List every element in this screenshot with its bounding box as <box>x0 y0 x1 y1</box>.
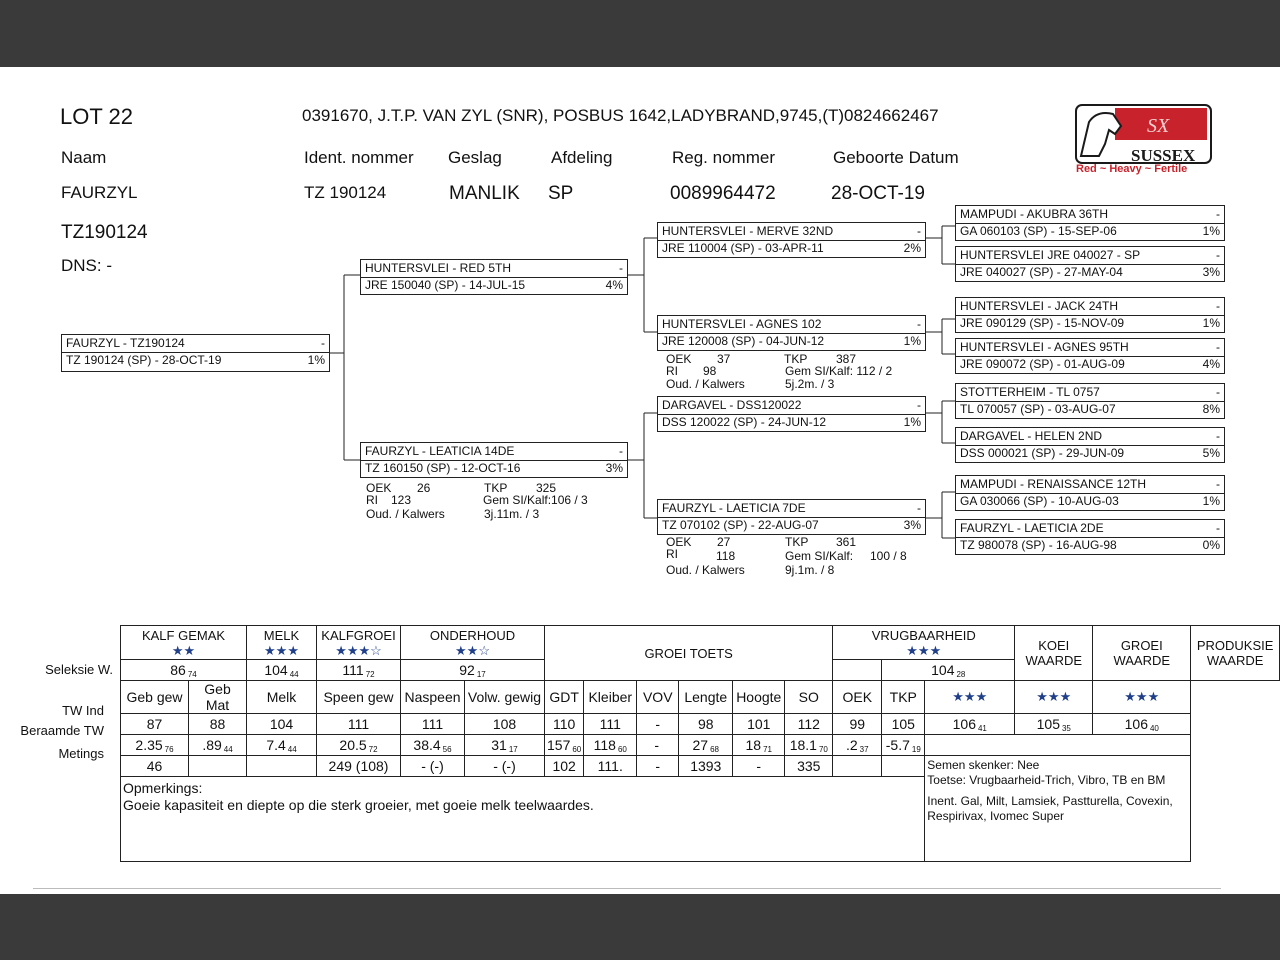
flag: - <box>917 398 921 412</box>
percentage: 2% <box>903 241 921 255</box>
animal-name: FAURZYL - LAETICIA 2DE <box>960 521 1104 535</box>
groei-waarde-header <box>1093 626 1191 681</box>
animal-reg: GA 030066 (SP) - 10-AUG-03 <box>960 494 1119 508</box>
value: .2 <box>845 736 858 753</box>
sel-accuracy: 17 <box>476 669 486 679</box>
met-cell: - <box>733 756 785 777</box>
flag: - <box>1216 521 1220 535</box>
label-ident: Ident. nommer <box>304 148 414 167</box>
animal-reg: JRE 120008 (SP) - 04-JUN-12 <box>662 334 825 348</box>
group-label: ONDERHOUD <box>429 627 516 643</box>
group-vrugbaarheid <box>833 626 1015 660</box>
accuracy: 40 <box>1149 723 1159 733</box>
pedigree-box-dam-sire <box>657 396 926 432</box>
col-header: SO <box>785 681 833 714</box>
animal-name: HUNTERSVLEI - RED 5TH <box>365 261 512 275</box>
ber-cell <box>584 735 637 756</box>
sel-kalfgroei <box>317 660 401 681</box>
star-rating-icon: ★★★ <box>906 642 942 658</box>
percentage: 0% <box>1202 538 1220 552</box>
label-afdeling: Afdeling <box>551 148 613 167</box>
animal-name: FAURZYL - TZ190124 <box>66 336 185 350</box>
animal-reg: JRE 110004 (SP) - 03-APR-11 <box>662 241 824 255</box>
label-geslag: Geslag <box>448 148 502 167</box>
oud-kalwers-label: Oud. / Kalwers <box>666 563 745 577</box>
met-cell: 102 <box>545 756 584 777</box>
accuracy: 17 <box>508 744 518 754</box>
accuracy: 60 <box>572 744 582 754</box>
animal-reg: TZ 070102 (SP) - 22-AUG-07 <box>662 518 819 532</box>
met-cell: - (-) <box>465 756 545 777</box>
twind-cell: 88 <box>189 714 247 735</box>
dns: DNS: - <box>61 256 112 275</box>
met-cell <box>882 756 925 777</box>
oek-value: 27 <box>717 535 731 549</box>
koei-waarde-value <box>925 714 1015 735</box>
pedigree-box-subject <box>61 334 330 372</box>
ri-value: 98 <box>703 364 717 378</box>
twind-cell: 110 <box>545 714 584 735</box>
oek-value: 37 <box>717 352 731 366</box>
row-label-beraamde-tw: Beraamde TW <box>20 723 104 738</box>
group-label: GROEI TOETS <box>644 645 733 661</box>
animal-reg: TZ 160150 (SP) - 12-OCT-16 <box>365 461 521 475</box>
tkp-label: TKP <box>785 535 809 549</box>
group-groei-toets <box>545 626 833 681</box>
pedigree-box-sire-sire <box>657 222 926 258</box>
value-naam: FAURZYL <box>61 183 138 202</box>
twind-cell: 111 <box>317 714 401 735</box>
flag: - <box>619 261 623 275</box>
percentage: 1% <box>903 415 921 429</box>
pedigree-box-sire-dam <box>657 315 926 351</box>
animal-reg: GA 060103 (SP) - 15-SEP-06 <box>960 224 1117 238</box>
accuracy: 35 <box>1061 723 1071 733</box>
met-cell: 335 <box>785 756 833 777</box>
oud-kalwers-label: Oud. / Kalwers <box>666 377 745 391</box>
pedigree-box-ggp-4 <box>955 338 1225 374</box>
ber-cell <box>679 735 733 756</box>
group-label: KALFGROEI <box>321 627 396 643</box>
ber-cell <box>189 735 247 756</box>
logo-tagline: Red ~ Heavy ~ Fertile <box>1076 163 1188 175</box>
group-label: KALF GEMAK <box>141 627 226 643</box>
accuracy: 19 <box>911 744 921 754</box>
animal-name: HUNTERSVLEI - JACK 24TH <box>960 299 1119 313</box>
met-cell: 249 (108) <box>317 756 401 777</box>
oud-kalwers-value: 5j.2m. / 3 <box>785 377 835 391</box>
col-header: Melk <box>247 681 317 714</box>
value-ident: TZ 190124 <box>304 183 387 202</box>
value: 7.4 <box>266 736 286 753</box>
value: 27 <box>692 736 709 753</box>
value: - <box>654 736 660 753</box>
sel-value: 92 <box>459 661 475 678</box>
percentage: 1% <box>1202 494 1220 508</box>
col-header: Hoogte <box>733 681 785 714</box>
pedigree-box-ggp-3 <box>955 297 1225 333</box>
animal-name: MAMPUDI - RENAISSANCE 12TH <box>960 477 1147 491</box>
oek-label: OEK <box>666 352 692 366</box>
accuracy: 60 <box>617 744 627 754</box>
label-reg: Reg. nommer <box>672 148 775 167</box>
flag: - <box>619 444 623 458</box>
svg-text:SUSSEX: SUSSEX <box>1131 146 1196 165</box>
ber-cell <box>833 735 882 756</box>
pedigree-box-ggp-1 <box>955 205 1225 241</box>
ri-label: RI <box>666 547 678 561</box>
twind-cell: 108 <box>465 714 545 735</box>
met-cell <box>247 756 317 777</box>
percentage: 3% <box>1202 265 1220 279</box>
value-afdeling: SP <box>548 183 574 204</box>
percentage: 8% <box>1202 402 1220 416</box>
animal-reg: DSS 120022 (SP) - 24-JUN-12 <box>662 415 827 429</box>
pedigree-box-dam <box>360 442 628 478</box>
flag: - <box>1216 477 1220 491</box>
breeding-values-table <box>120 625 1280 862</box>
koei-waarde-header <box>1015 626 1093 681</box>
ber-cell <box>637 735 679 756</box>
col-header: OEK <box>833 681 882 714</box>
col-header: Geb gew <box>121 681 189 714</box>
pedigree-box-ggp-8 <box>955 519 1225 555</box>
accuracy: 44 <box>223 744 233 754</box>
produksie-waarde-header <box>1191 626 1280 681</box>
group-kalfgroei <box>317 626 401 660</box>
remarks-cell <box>121 777 925 862</box>
group-label: PRODUKSIE WAARDE <box>1196 638 1274 668</box>
sel-vrugbaarheid <box>882 660 1015 681</box>
twind-cell: 98 <box>679 714 733 735</box>
oud-kalwers-label: Oud. / Kalwers <box>366 507 445 521</box>
row-label-metings: Metings <box>58 746 104 761</box>
group-label: GROEI WAARDE <box>1113 638 1171 668</box>
animal-name: DARGAVEL - DSS120022 <box>662 398 802 412</box>
twind-cell: 87 <box>121 714 189 735</box>
value: 38.4 <box>413 736 441 753</box>
col-header: TKP <box>882 681 925 714</box>
ber-cell <box>785 735 833 756</box>
pedigree-box-ggp-2 <box>955 246 1225 282</box>
ri-value: 118 <box>716 549 736 563</box>
sel-accuracy: 72 <box>365 669 375 679</box>
gem-si-kalf: Gem SI/Kalf: 112 / 2 <box>785 364 893 378</box>
accuracy: 41 <box>977 723 987 733</box>
met-cell <box>833 756 882 777</box>
flag: - <box>1216 248 1220 262</box>
star-rating-icon: ★★☆ <box>455 642 490 658</box>
twind-cell: 104 <box>247 714 317 735</box>
gem-si-kalf-value: 100 / 8 <box>870 549 907 563</box>
twind-cell: 111 <box>401 714 465 735</box>
breeder-info: 0391670, J.T.P. VAN ZYL (SNR), POSBUS 1642,LADYBRAND,9745,(T)0824662467 <box>302 106 939 125</box>
produksie-waarde-value <box>1093 714 1191 735</box>
groei-waarde-value <box>1015 714 1093 735</box>
percentage: 1% <box>1202 224 1220 238</box>
percentage: 4% <box>1202 357 1220 371</box>
animal-name: FAURZYL - LEATICIA 14DE <box>365 444 515 458</box>
animal-reg: TL 070057 (SP) - 03-AUG-07 <box>960 402 1116 416</box>
value: 157 <box>547 736 571 753</box>
animal-name: HUNTERSVLEI JRE 040027 - SP <box>960 248 1141 262</box>
group-label: MELK <box>263 627 300 643</box>
sire-dam-stats <box>666 352 926 394</box>
pedigree-box-sire <box>360 259 628 295</box>
remarks-text: Goeie kapasiteit en diepte op die sterk groeier, met goeie melk teelwaardes. <box>123 797 594 813</box>
sel-value: 104 <box>931 661 955 678</box>
value-geslag: MANLIK <box>449 183 520 204</box>
dam-stats <box>366 481 626 523</box>
col-header: Lengte <box>679 681 733 714</box>
tests: Toetse: Vrugbaarheid-Trich, Vibro, TB en BM <box>927 773 1166 787</box>
flag: - <box>1216 385 1220 399</box>
star-rating-icon: ★★★ <box>264 642 299 658</box>
percentage: 1% <box>307 353 325 367</box>
accuracy: 68 <box>710 744 719 754</box>
value: 2.35 <box>135 736 163 753</box>
oud-kalwers-value: 9j.1m. / 8 <box>785 563 835 577</box>
ber-cell <box>733 735 785 756</box>
oud-kalwers-value: 3j.11m. / 3 <box>484 507 540 521</box>
col-header: Volw. gewig <box>465 681 545 714</box>
col-header: Kleiber <box>584 681 637 714</box>
group-label: KOEI WAARDE <box>1025 638 1083 668</box>
ber-waarde-empty <box>925 735 1191 756</box>
tkp-value: 361 <box>836 535 857 549</box>
ber-cell <box>465 735 545 756</box>
sel-value: 86 <box>170 661 186 678</box>
twind-cell: 105 <box>882 714 925 735</box>
animal-name: MAMPUDI - AKUBRA 36TH <box>960 207 1109 221</box>
value: 18.1 <box>789 736 817 753</box>
star-rating-icon: ★★ <box>171 642 196 658</box>
group-melk <box>247 626 317 660</box>
accuracy: 70 <box>818 744 828 754</box>
row-label-tw-ind: TW Ind <box>62 703 104 718</box>
tkp-value: 387 <box>836 352 857 366</box>
flag: - <box>1216 207 1220 221</box>
percentage: 1% <box>903 334 921 348</box>
animal-name: HUNTERSVLEI - MERVE 32ND <box>662 224 834 238</box>
animal-reg: DSS 000021 (SP) - 29-JUN-09 <box>960 446 1125 460</box>
percentage: 3% <box>605 461 623 475</box>
accuracy: 56 <box>442 744 452 754</box>
value: 105 <box>1036 715 1060 732</box>
ber-cell <box>317 735 401 756</box>
animal-name: HUNTERSVLEI - AGNES 102 <box>662 317 822 331</box>
col-header: Naspeen <box>401 681 465 714</box>
percentage: 3% <box>903 518 921 532</box>
ri-value: 123 <box>391 493 412 507</box>
ber-cell <box>882 735 925 756</box>
label-naam: Naam <box>61 148 107 167</box>
dam-dam-stats <box>666 535 926 577</box>
twind-cell: 99 <box>833 714 882 735</box>
label-geboorte: Geboorte Datum <box>833 148 959 167</box>
twind-cell: - <box>637 714 679 735</box>
sel-value: 104 <box>264 661 288 678</box>
met-cell: - <box>637 756 679 777</box>
value-reg: 0089964472 <box>670 183 776 204</box>
sel-accuracy: 74 <box>187 669 197 679</box>
col-header: VOV <box>637 681 679 714</box>
value: -5.7 <box>885 736 910 753</box>
percentage: 1% <box>1202 316 1220 330</box>
group-kalf-gemak <box>121 626 247 660</box>
value: .89 <box>202 736 222 753</box>
value-geboorte: 28-OCT-19 <box>831 183 925 204</box>
pedigree-box-ggp-7 <box>955 475 1225 511</box>
gem-si-kalf: Gem SI/Kalf: <box>785 549 854 563</box>
oek-label: OEK <box>666 535 692 549</box>
groei-stars-icon: ★★★ <box>1015 681 1093 714</box>
sel-accuracy: 44 <box>289 669 299 679</box>
pedigree-box-dam-dam <box>657 499 926 535</box>
oek-value: 26 <box>417 481 431 495</box>
percentage: 5% <box>1202 446 1220 460</box>
animal-reg: JRE 040027 (SP) - 27-MAY-04 <box>960 265 1123 279</box>
animal-name: HUNTERSVLEI - AGNES 95TH <box>960 340 1129 354</box>
value: 118 <box>593 736 616 753</box>
koei-stars-icon: ★★★ <box>925 681 1015 714</box>
tkp-label: TKP <box>784 352 808 366</box>
svg-text:SX: SX <box>1147 115 1170 137</box>
lot-number: LOT 22 <box>60 104 133 129</box>
oek-label: OEK <box>366 481 392 495</box>
sel-onderhoud <box>401 660 545 681</box>
star-rating-icon: ★★★☆ <box>335 642 382 658</box>
sel-accuracy: 28 <box>956 669 966 679</box>
animal-reg: TZ 980078 (SP) - 16-AUG-98 <box>960 538 1117 552</box>
animal-reg: TZ 190124 (SP) - 28-OCT-19 <box>66 353 222 367</box>
percentage: 4% <box>605 278 623 292</box>
ri-label: RI <box>666 364 678 378</box>
sel-kalf-gemak <box>121 660 247 681</box>
animal-reg: JRE 150040 (SP) - 14-JUL-15 <box>365 278 526 292</box>
group-onderhoud <box>401 626 545 660</box>
flag: - <box>1216 340 1220 354</box>
accuracy: 76 <box>164 744 174 754</box>
animal-reg: JRE 090129 (SP) - 15-NOV-09 <box>960 316 1125 330</box>
accuracy: 37 <box>859 744 869 754</box>
pedigree-box-ggp-5 <box>955 383 1225 419</box>
sel-melk <box>247 660 317 681</box>
value: 106 <box>952 715 976 732</box>
accuracy: 71 <box>763 744 772 754</box>
animal-name: STOTTERHEIM - TL 0757 <box>960 385 1100 399</box>
group-label: VRUGBAARHEID <box>871 627 976 643</box>
animal-name: DARGAVEL - HELEN 2ND <box>960 429 1103 443</box>
remarks-label: Opmerkings: <box>123 780 203 796</box>
twind-cell: 112 <box>785 714 833 735</box>
gem-si-kalf: Gem SI/Kalf:106 / 3 <box>483 493 588 507</box>
animal-reg: JRE 090072 (SP) - 01-AUG-09 <box>960 357 1125 371</box>
produksie-stars-icon: ★★★ <box>1093 681 1191 714</box>
value: 31 <box>491 736 507 753</box>
accuracy: 44 <box>287 744 297 754</box>
met-cell: 111. <box>584 756 637 777</box>
semen-donor: Semen skenker: Nee <box>927 758 1040 772</box>
col-header: GDT <box>545 681 584 714</box>
met-cell: 1393 <box>679 756 733 777</box>
ber-cell <box>401 735 465 756</box>
vaccinations: Inent. Gal, Milt, Lamsiek, Pastturella, Covexin, Respirivax, Ivomec Super <box>927 794 1173 823</box>
ber-cell <box>247 735 317 756</box>
value: 20.5 <box>339 736 367 753</box>
flag: - <box>917 224 921 238</box>
flag: - <box>917 317 921 331</box>
met-cell: 46 <box>121 756 189 777</box>
tkp-value: 325 <box>536 481 557 495</box>
col-header: Speen gew <box>317 681 401 714</box>
tkp-label: TKP <box>484 481 508 495</box>
id-code: TZ190124 <box>61 222 148 243</box>
flag: - <box>917 501 921 515</box>
flag: - <box>1216 429 1220 443</box>
flag: - <box>1216 299 1220 313</box>
met-cell: - (-) <box>401 756 465 777</box>
row-label-seleksie: Seleksie W. <box>45 662 113 677</box>
ber-cell <box>545 735 584 756</box>
col-header: Geb Mat <box>189 681 247 714</box>
pedigree-box-ggp-6 <box>955 427 1225 463</box>
animal-name: FAURZYL - LAETICIA 7DE <box>662 501 806 515</box>
ri-label: RI <box>366 493 378 507</box>
twind-cell: 101 <box>733 714 785 735</box>
value: 106 <box>1124 715 1148 732</box>
met-cell <box>189 756 247 777</box>
accuracy: 72 <box>368 744 378 754</box>
notes-panel <box>925 756 1191 862</box>
sel-empty <box>833 660 882 681</box>
value: 18 <box>745 736 762 753</box>
twind-cell: 111 <box>584 714 637 735</box>
ber-cell <box>121 735 189 756</box>
flag: - <box>321 336 325 350</box>
sel-value: 111 <box>342 661 364 678</box>
